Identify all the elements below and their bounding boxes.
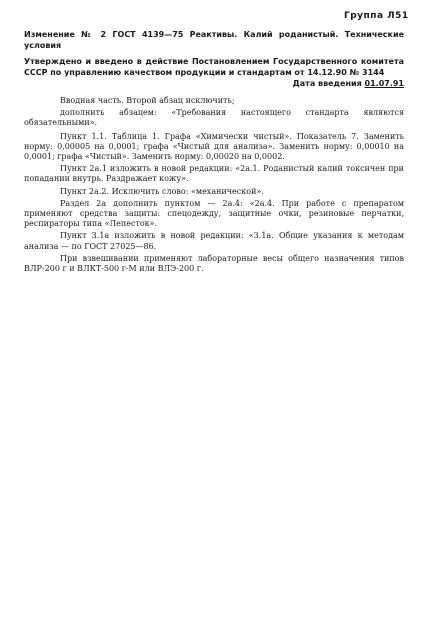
paragraph-addition: дополнить абзацем: «Требования настоящего стандарта являются обязательными». <box>24 108 404 128</box>
amendment-body <box>24 96 404 276</box>
effective-date: 01.07.91 <box>364 79 404 88</box>
approval-statement: Утверждено и введено в действие Постановлением Государственного комитета СССР по управлению качеством продукции и стандартам от 14.12.90 № 3144 <box>24 57 404 77</box>
paragraph-methods: Пункт 3.1а изложить в новой редакции: «3.1а. Общие указания к методам анализа — по ГОСТ 27025—86. <box>24 231 404 251</box>
paragraph-intro: Вводная часть. Второй абзац исключить; <box>60 96 235 105</box>
effective-date-line <box>24 78 404 89</box>
paragraph-protection: Раздел 2а дополнить пунктом — 2а.4: «2а.4. При работе с препаратом применяют средства защиты: спецодежду, защитные очки, резиновые перчатки, респираторы типа «Лепесток». <box>24 198 404 229</box>
effective-date-label: Дата введения <box>292 79 362 88</box>
paragraph-weighing: При взвешивании применяют лабораторные весы общего назначения типов ВЛР-200 г и ВЛКТ-500 г-М или ВЛЭ-200 г. <box>24 253 404 274</box>
paragraph-toxicity: Пункт 2а.1 изложить в новой редакции: «2а.1. Роданистый калий токсичен при попадании внутрь. Раздражает кожу». <box>24 164 404 184</box>
paragraph-exclusion: Пункт 2а.2. Исключить слово: «механической». <box>60 186 264 196</box>
amendment-heading: Изменение № 2 ГОСТ 4139—75 Реактивы. Калий роданистый. Технические условия <box>24 30 404 50</box>
group-label: Группа Л51 <box>344 11 409 21</box>
paragraph-table-change: Пункт 1.1. Таблица 1. Графа «Химически чистый». Показатель 7. Заменить норму: 0,00005 на 0,0001; графа «Чистый для анализа». Заменить норму: 0,00010 на 0,0001; графа «Чистый». Заменить норму: 0,00020 на 0,0002. <box>24 131 404 162</box>
